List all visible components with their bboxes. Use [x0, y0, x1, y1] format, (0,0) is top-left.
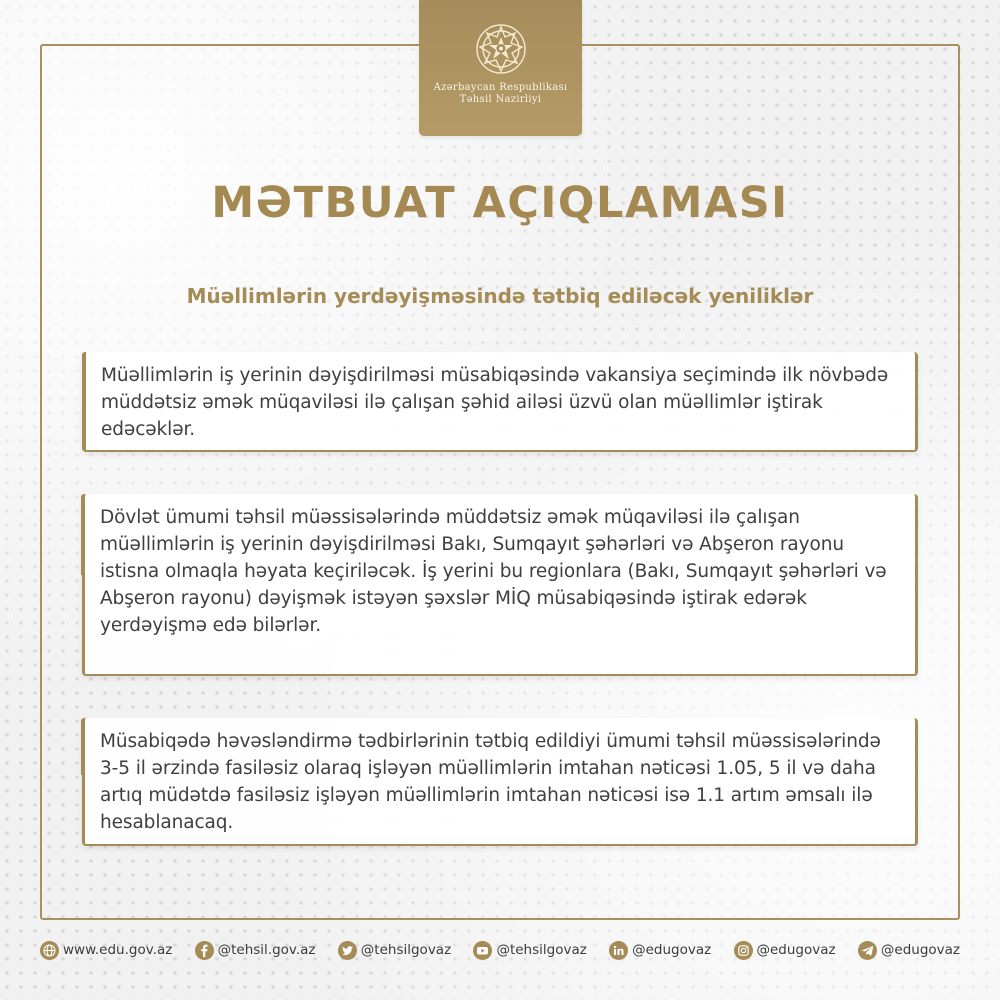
info-card-1-text: Müəllimlərin iş yerinin dəyişdirilməsi müsabiqəsində vakansiya seçimində ilk növbədə müddətsiz əmək müqaviləsi ilə çalışan şəhid ailəsi üzvü olan müəllimlər iştirak edəcəklər. — [101, 365, 889, 440]
footer-telegram-label: @edugovaz — [880, 942, 960, 958]
page-title: MƏTBUAT AÇIQLAMASI — [211, 178, 789, 228]
footer-web-label: www.edu.gov.az — [63, 942, 173, 958]
youtube-icon — [473, 941, 492, 960]
page-subtitle: Müəllimlərin yerdəyişməsində tətbiq ediləcək yeniliklər — [186, 284, 814, 308]
ministry-emblem-icon — [474, 22, 528, 76]
facebook-icon — [195, 941, 214, 960]
info-card-3-text: Müsabiqədə həvəsləndirmə tədbirlərinin tətbiq edildiyi ümumi təhsil müəssisələrində 3-5 il ərzində fasiləsiz olaraq işləyən müəllimlərin imtahan nəticəsi 1.05, 5 il və daha artıq müdətdə fasiləsiz işləyən müəllimlərin imtahan nəticəsi isə 1.1 artım əmsalı ilə hesablanacaq. — [100, 731, 881, 833]
footer-youtube-label: @tehsilgovaz — [496, 942, 587, 958]
footer-youtube[interactable] — [473, 941, 586, 960]
footer-linkedin-label: @edugovaz — [632, 942, 712, 958]
info-card-2 — [82, 494, 918, 676]
ministry-emblem-badge — [419, 0, 582, 136]
info-card-2-text: Dövlət ümumi təhsil müəssisələrində müddətsiz əmək müqaviləsi ilə çalışan müəllimlərin iş yerinin dəyişdirilməsi Bakı, Sumqayıt şəhərləri və Abşeron rayonu istisna olmaqla həyata keçiriləcək. İş yerini bu regionlara (Bakı, Sumqayıt şəhərləri və Abşeron rayonu) dəyişmək istəyən şəxslər MİQ müsabiqəsində iştirak edərək yerdəyişmə edə bilərlər. — [100, 507, 887, 636]
footer-twitter-label: @tehsilgovaz — [360, 942, 452, 958]
ministry-name-line2: Təhsil Nazirliyi — [459, 94, 542, 105]
info-card-1 — [82, 352, 918, 452]
footer-linkedin[interactable] — [609, 941, 711, 960]
footer-instagram[interactable] — [734, 941, 836, 960]
footer-facebook[interactable] — [195, 941, 316, 960]
ministry-name-line1: Azərbaycan Respublikası — [433, 82, 568, 93]
telegram-icon — [858, 941, 877, 960]
footer-instagram-label: @edugovaz — [756, 942, 836, 958]
instagram-icon — [734, 941, 753, 960]
social-footer — [40, 938, 960, 962]
linkedin-icon — [609, 941, 628, 960]
info-card-3 — [82, 718, 918, 846]
twitter-icon — [338, 941, 357, 960]
footer-facebook-label: @tehsil.gov.az — [217, 942, 316, 958]
globe-icon — [40, 941, 59, 960]
footer-web[interactable] — [40, 941, 172, 960]
footer-telegram[interactable] — [858, 941, 960, 960]
footer-twitter[interactable] — [338, 941, 451, 960]
